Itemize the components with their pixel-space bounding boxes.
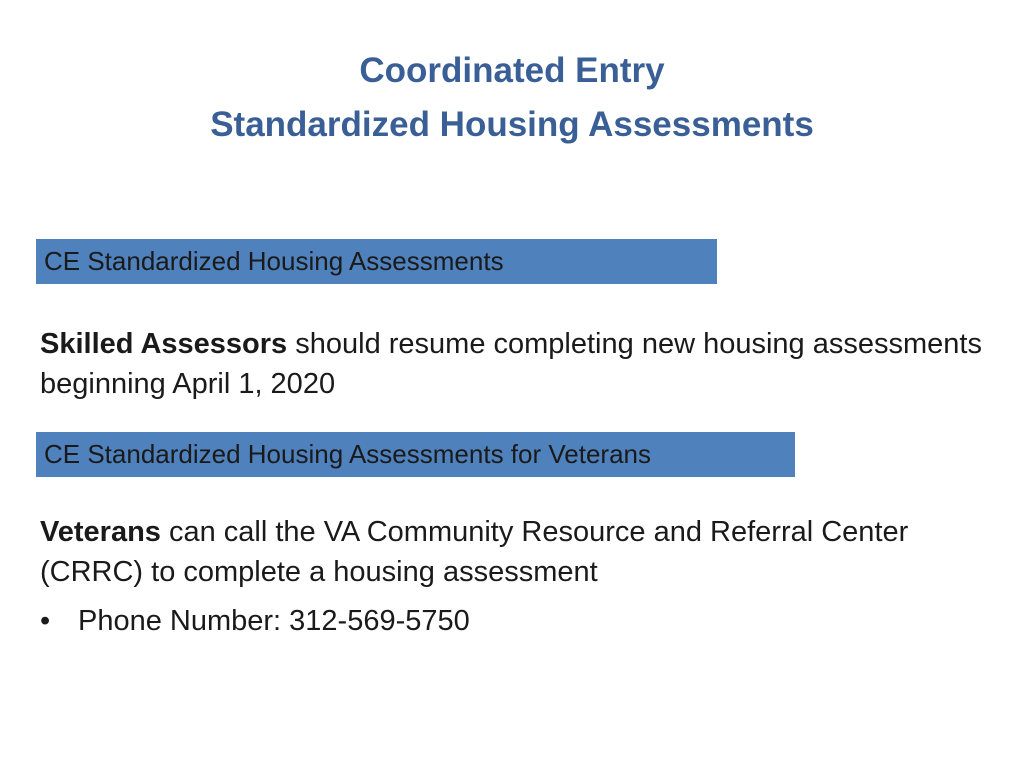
assessors-bold-lead: Skilled Assessors — [40, 328, 288, 360]
title-line-2: Standardized Housing Assessments — [210, 105, 814, 144]
veterans-text: can call the VA Community Resource and Referral Center (CRRC) to complete a housing assessment — [40, 516, 909, 588]
phone-bullet-item — [40, 601, 470, 641]
title-line-1: Coordinated Entry — [359, 51, 665, 90]
bullet-icon: • — [40, 605, 51, 637]
slide-title — [0, 44, 1024, 152]
veterans-paragraph — [40, 512, 1000, 592]
section-banner-veterans: CE Standardized Housing Assessments for Veterans — [36, 432, 795, 477]
veterans-bold-lead: Veterans — [40, 516, 161, 548]
assessors-text: should resume completing new housing assessments beginning April 1, 2020 — [40, 328, 982, 400]
assessors-paragraph — [40, 324, 1000, 404]
phone-number-text: Phone Number: 312-569-5750 — [78, 605, 470, 637]
section-banner-assessments: CE Standardized Housing Assessments — [36, 239, 717, 284]
